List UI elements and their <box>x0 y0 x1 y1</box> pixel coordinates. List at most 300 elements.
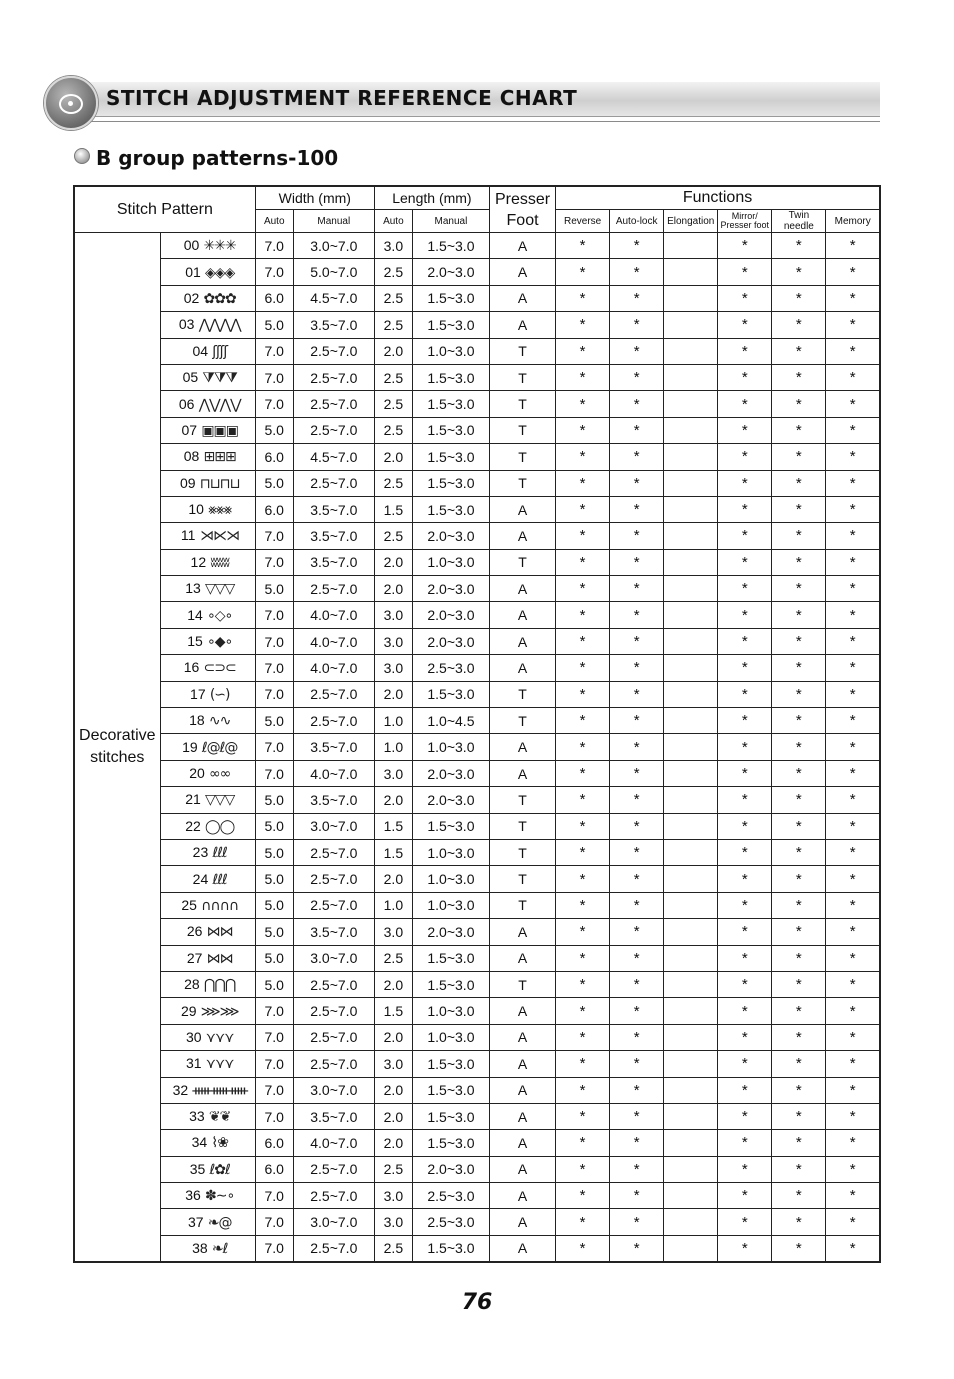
width-auto-cell: 5.0 <box>255 312 293 338</box>
presser-foot-cell: T <box>489 681 555 707</box>
table-row <box>74 285 880 311</box>
width-manual-cell: 3.0~7.0 <box>293 233 374 259</box>
auto-lock-cell: * <box>610 998 664 1024</box>
auto-lock-cell: * <box>610 1077 664 1103</box>
pattern-cell <box>160 734 255 760</box>
twin-needle-cell: * <box>772 998 826 1024</box>
memory-cell: * <box>826 549 880 575</box>
reverse-cell: * <box>556 787 610 813</box>
length-manual-cell: 1.0~3.0 <box>412 866 489 892</box>
length-manual-cell: 1.5~3.0 <box>412 1077 489 1103</box>
twin-needle-cell: * <box>772 1103 826 1129</box>
pattern-number: 35 <box>189 1160 206 1177</box>
mirror-cell: * <box>718 1103 772 1129</box>
reverse-cell: * <box>556 470 610 496</box>
reverse-cell: * <box>556 1024 610 1050</box>
pattern-cell <box>160 998 255 1024</box>
length-manual-cell: 1.5~3.0 <box>412 364 489 390</box>
table-row <box>74 364 880 390</box>
reverse-cell: * <box>556 391 610 417</box>
pattern-number: 26 <box>186 923 203 940</box>
pattern-number: 09 <box>180 474 196 491</box>
presser-foot-cell: A <box>489 1156 555 1182</box>
width-auto-cell: 5.0 <box>255 892 293 918</box>
memory-cell: * <box>826 1051 880 1077</box>
auto-lock-cell: * <box>610 813 664 839</box>
table-body <box>74 233 880 1262</box>
auto-lock-cell: * <box>610 417 664 443</box>
pattern-number: 20 <box>189 765 205 781</box>
reverse-cell: * <box>556 233 610 259</box>
width-auto-cell: 7.0 <box>255 1235 293 1261</box>
stitch-pattern-icon: ⋀⋁⋀⋁ <box>198 396 241 413</box>
pattern-number: 34 <box>191 1134 208 1151</box>
length-manual-cell: 1.5~3.0 <box>412 470 489 496</box>
pattern-cell <box>160 523 255 549</box>
pattern-number: 10 <box>188 501 204 518</box>
table-row <box>74 602 880 628</box>
category-line2: stitches <box>90 748 145 766</box>
page-number: 76 <box>461 1290 493 1315</box>
length-auto-cell: 1.5 <box>374 998 412 1024</box>
length-auto-cell: 2.5 <box>374 285 412 311</box>
mirror-cell: * <box>718 681 772 707</box>
stitch-pattern-icon: ⊞⊞⊞ <box>203 449 236 466</box>
mirror-cell: * <box>718 945 772 971</box>
memory-cell: * <box>826 444 880 470</box>
reverse-cell: * <box>556 839 610 865</box>
width-auto-cell: 7.0 <box>255 681 293 707</box>
stitch-pattern-icon: ◯◯ <box>204 818 235 835</box>
width-manual-cell: 2.5~7.0 <box>293 839 374 865</box>
elongation-cell <box>664 892 718 918</box>
pattern-cell <box>160 760 255 786</box>
auto-lock-header: Auto-lock <box>610 210 664 233</box>
width-auto-cell: 7.0 <box>255 734 293 760</box>
presser-foot-cell: A <box>489 602 555 628</box>
twin-needle-cell: * <box>772 1130 826 1156</box>
twin-needle-cell: * <box>772 338 826 364</box>
length-manual-cell: 1.0~4.5 <box>412 708 489 734</box>
auto-lock-cell: * <box>610 312 664 338</box>
width-auto-cell: 7.0 <box>255 549 293 575</box>
reverse-cell: * <box>556 259 610 285</box>
memory-cell: * <box>826 892 880 918</box>
reverse-cell: * <box>556 681 610 707</box>
length-auto-cell: 3.0 <box>374 1209 412 1235</box>
width-manual-cell: 3.0~7.0 <box>293 813 374 839</box>
presser-foot-cell: T <box>489 971 555 997</box>
length-auto-cell: 2.5 <box>374 945 412 971</box>
memory-cell: * <box>826 1024 880 1050</box>
auto-lock-cell: * <box>610 708 664 734</box>
twin-needle-cell: * <box>772 813 826 839</box>
width-auto-cell: 7.0 <box>255 628 293 654</box>
length-manual-cell: 1.5~3.0 <box>412 312 489 338</box>
pattern-number: 15 <box>187 633 203 650</box>
memory-cell: * <box>826 312 880 338</box>
pattern-number: 24 <box>192 870 209 887</box>
reverse-cell: * <box>556 1051 610 1077</box>
elongation-cell <box>664 233 718 259</box>
mirror-cell: * <box>718 549 772 575</box>
mirror-cell: * <box>718 892 772 918</box>
twin-needle-cell: * <box>772 892 826 918</box>
table-row <box>74 1156 880 1182</box>
twin-needle-cell: * <box>772 364 826 390</box>
pattern-cell <box>160 813 255 839</box>
length-manual-cell: 1.0~3.0 <box>412 734 489 760</box>
pattern-cell <box>160 576 255 602</box>
table-row <box>74 523 880 549</box>
width-manual-cell: 4.5~7.0 <box>293 285 374 311</box>
stitch-pattern-icon: ʬʬʬ <box>210 554 229 571</box>
width-manual-cell: 2.5~7.0 <box>293 391 374 417</box>
mirror-cell: * <box>718 1024 772 1050</box>
pattern-cell <box>160 1051 255 1077</box>
memory-cell: * <box>826 233 880 259</box>
memory-cell: * <box>826 338 880 364</box>
reverse-cell: * <box>556 760 610 786</box>
presser-foot-header <box>489 186 555 233</box>
width-manual-cell: 2.5~7.0 <box>293 1024 374 1050</box>
pattern-number: 37 <box>187 1213 204 1230</box>
auto-lock-cell: * <box>610 1024 664 1050</box>
elongation-cell <box>664 866 718 892</box>
reverse-cell: * <box>556 919 610 945</box>
pattern-cell <box>160 866 255 892</box>
width-manual-cell: 4.0~7.0 <box>293 1130 374 1156</box>
table-row <box>74 787 880 813</box>
width-manual-cell: 2.5~7.0 <box>293 1183 374 1209</box>
presser-foot-label: Presser foot <box>720 220 770 230</box>
reverse-cell: * <box>556 338 610 364</box>
stitch-pattern-header: Stitch Pattern <box>74 186 255 233</box>
pattern-cell <box>160 708 255 734</box>
width-manual-cell: 2.5~7.0 <box>293 1235 374 1261</box>
length-manual-cell: 2.0~3.0 <box>412 259 489 285</box>
length-auto-cell: 2.5 <box>374 470 412 496</box>
length-manual-cell: 2.5~3.0 <box>412 1183 489 1209</box>
length-manual-cell: 1.5~3.0 <box>412 945 489 971</box>
pattern-number: 14 <box>187 606 203 623</box>
presser-foot-cell: A <box>489 1024 555 1050</box>
width-auto-cell: 5.0 <box>255 866 293 892</box>
auto-lock-cell: * <box>610 760 664 786</box>
length-auto-cell: 2.5 <box>374 364 412 390</box>
length-auto-cell: 2.0 <box>374 866 412 892</box>
stitch-pattern-icon: ⊓⊔⊓⊔ <box>199 475 240 492</box>
presser-foot-cell: A <box>489 576 555 602</box>
stitch-pattern-icon: ᚔᚔᚔ <box>192 1082 247 1099</box>
section-title <box>74 146 338 170</box>
auto-lock-cell: * <box>610 1130 664 1156</box>
presser-foot-cell: T <box>489 444 555 470</box>
presser-label: Presser <box>494 190 551 208</box>
memory-cell: * <box>826 734 880 760</box>
mirror-cell: * <box>718 655 772 681</box>
width-auto-cell: 7.0 <box>255 1077 293 1103</box>
pattern-number: 31 <box>185 1055 202 1072</box>
reverse-cell: * <box>556 892 610 918</box>
reverse-cell: * <box>556 444 610 470</box>
auto-lock-cell: * <box>610 444 664 470</box>
twin-needle-cell: * <box>772 1024 826 1050</box>
table-row <box>74 391 880 417</box>
reverse-cell: * <box>556 971 610 997</box>
table-row <box>74 708 880 734</box>
pattern-number: 06 <box>178 395 195 412</box>
width-auto-cell: 6.0 <box>255 1156 293 1182</box>
mirror-cell: * <box>718 523 772 549</box>
length-auto-cell: 3.0 <box>374 760 412 786</box>
elongation-cell <box>664 1235 718 1261</box>
table-row <box>74 760 880 786</box>
table-row <box>74 1130 880 1156</box>
category-cell <box>74 233 160 1262</box>
mirror-cell: * <box>718 444 772 470</box>
twin-needle-cell: * <box>772 1156 826 1182</box>
width-auto-cell: 6.0 <box>255 496 293 522</box>
stitch-pattern-icon: ⋊⋉⋊ <box>200 528 240 545</box>
twin-needle-cell: * <box>772 444 826 470</box>
pattern-cell <box>160 787 255 813</box>
width-manual-cell: 3.5~7.0 <box>293 312 374 338</box>
width-auto-cell: 6.0 <box>255 1130 293 1156</box>
stitch-pattern-icon: ▽▽▽ <box>205 581 235 598</box>
stitch-reference-table <box>73 185 881 1263</box>
pattern-number: 27 <box>186 949 203 966</box>
pattern-cell <box>160 364 255 390</box>
mirror-cell: * <box>718 285 772 311</box>
table-row <box>74 971 880 997</box>
stitch-pattern-icon: ✽∼∘ <box>205 1188 235 1205</box>
presser-foot-cell: T <box>489 364 555 390</box>
width-manual-cell: 3.5~7.0 <box>293 787 374 813</box>
pattern-cell <box>160 444 255 470</box>
width-auto-cell: 7.0 <box>255 523 293 549</box>
width-manual-cell: 3.5~7.0 <box>293 496 374 522</box>
length-auto-cell: 2.0 <box>374 549 412 575</box>
pattern-cell <box>160 1183 255 1209</box>
width-auto-cell: 7.0 <box>255 760 293 786</box>
mirror-cell: * <box>718 1130 772 1156</box>
length-auto-cell: 2.0 <box>374 1130 412 1156</box>
mirror-cell: * <box>718 919 772 945</box>
length-auto-cell: 3.0 <box>374 655 412 681</box>
width-auto-cell: 7.0 <box>255 1209 293 1235</box>
width-auto-cell: 7.0 <box>255 1103 293 1129</box>
pattern-cell <box>160 1130 255 1156</box>
width-header: Width (mm) <box>255 186 374 210</box>
reverse-cell: * <box>556 945 610 971</box>
length-manual-cell: 2.0~3.0 <box>412 760 489 786</box>
table-row <box>74 1103 880 1129</box>
auto-lock-cell: * <box>610 628 664 654</box>
mirror-cell: * <box>718 391 772 417</box>
memory-cell: * <box>826 576 880 602</box>
elongation-cell <box>664 1209 718 1235</box>
elongation-cell <box>664 1077 718 1103</box>
length-manual-cell: 1.5~3.0 <box>412 813 489 839</box>
mirror-cell: * <box>718 971 772 997</box>
memory-header: Memory <box>826 210 880 233</box>
pattern-cell <box>160 1103 255 1129</box>
reverse-cell: * <box>556 523 610 549</box>
length-auto-cell: 2.0 <box>374 338 412 364</box>
table-row <box>74 681 880 707</box>
width-manual-cell: 3.5~7.0 <box>293 1103 374 1129</box>
length-manual-cell: 2.0~3.0 <box>412 628 489 654</box>
width-manual-cell: 2.5~7.0 <box>293 470 374 496</box>
memory-cell: * <box>826 866 880 892</box>
auto-lock-cell: * <box>610 549 664 575</box>
memory-cell: * <box>826 417 880 443</box>
auto-lock-cell: * <box>610 1103 664 1129</box>
pattern-number: 13 <box>185 580 201 597</box>
width-auto-cell: 5.0 <box>255 417 293 443</box>
elongation-cell <box>664 945 718 971</box>
twin-needle-cell: * <box>772 945 826 971</box>
memory-cell: * <box>826 1156 880 1182</box>
pattern-cell <box>160 602 255 628</box>
stitch-pattern-icon: ℓℓℓ <box>212 845 227 862</box>
width-auto-cell: 7.0 <box>255 364 293 390</box>
stitch-pattern-icon: ✿✿✿ <box>203 290 236 307</box>
length-auto-cell: 3.0 <box>374 628 412 654</box>
reverse-cell: * <box>556 285 610 311</box>
elongation-cell <box>664 734 718 760</box>
length-auto-cell: 2.5 <box>374 523 412 549</box>
presser-foot-cell: A <box>489 734 555 760</box>
auto-lock-cell: * <box>610 971 664 997</box>
mirror-cell: * <box>718 1209 772 1235</box>
presser-foot-cell: T <box>489 708 555 734</box>
elongation-cell <box>664 760 718 786</box>
presser-foot-cell: A <box>489 998 555 1024</box>
width-auto-cell: 7.0 <box>255 233 293 259</box>
stitch-pattern-icon: ⋂⋂⋂ <box>203 977 236 994</box>
pattern-cell <box>160 1077 255 1103</box>
presser-foot-cell: A <box>489 1130 555 1156</box>
twin-needle-cell: * <box>772 628 826 654</box>
elongation-cell <box>664 1183 718 1209</box>
length-header: Length (mm) <box>374 186 489 210</box>
elongation-cell <box>664 628 718 654</box>
length-auto-cell: 2.0 <box>374 681 412 707</box>
pattern-cell <box>160 971 255 997</box>
reverse-cell: * <box>556 1156 610 1182</box>
twin-needle-cell: * <box>772 708 826 734</box>
presser-foot-cell: A <box>489 1209 555 1235</box>
memory-cell: * <box>826 839 880 865</box>
pattern-number: 03 <box>178 316 195 333</box>
pattern-number: 05 <box>182 369 199 386</box>
page-header <box>44 76 880 124</box>
auto-lock-cell: * <box>610 734 664 760</box>
twin-needle-header: Twin needle <box>772 210 826 233</box>
auto-lock-cell: * <box>610 259 664 285</box>
table-row <box>74 998 880 1024</box>
elongation-cell <box>664 444 718 470</box>
stitch-pattern-icon: ❧@ <box>207 1214 232 1231</box>
elongation-cell <box>664 998 718 1024</box>
pattern-number: 16 <box>183 659 200 676</box>
width-auto-cell: 6.0 <box>255 285 293 311</box>
reverse-cell: * <box>556 602 610 628</box>
elongation-cell <box>664 312 718 338</box>
reverse-cell: * <box>556 628 610 654</box>
pattern-number: 18 <box>189 712 205 729</box>
memory-cell: * <box>826 760 880 786</box>
elongation-cell <box>664 708 718 734</box>
memory-cell: * <box>826 945 880 971</box>
length-auto-cell: 2.0 <box>374 787 412 813</box>
stitch-pattern-icon: ʃʃʃʃ <box>212 343 228 360</box>
pattern-cell <box>160 655 255 681</box>
table-row <box>74 919 880 945</box>
pattern-number: 25 <box>181 896 197 913</box>
width-auto-cell: 7.0 <box>255 1183 293 1209</box>
length-manual-cell: 2.0~3.0 <box>412 576 489 602</box>
width-auto-cell: 5.0 <box>255 945 293 971</box>
reverse-cell: * <box>556 1209 610 1235</box>
reverse-cell: * <box>556 1077 610 1103</box>
memory-cell: * <box>826 971 880 997</box>
twin-needle-cell: * <box>772 866 826 892</box>
width-manual-cell: 5.0~7.0 <box>293 259 374 285</box>
width-manual-cell: 2.5~7.0 <box>293 892 374 918</box>
memory-cell: * <box>826 787 880 813</box>
stitch-pattern-icon: ⌇❀ <box>211 1135 228 1152</box>
mirror-cell: * <box>718 1051 772 1077</box>
stitch-pattern-icon: ∩∩∩∩ <box>201 897 239 914</box>
stitch-pattern-icon: ▽▽▽ <box>205 792 235 809</box>
length-manual-cell: 1.5~3.0 <box>412 496 489 522</box>
pattern-number: 21 <box>185 791 201 808</box>
length-manual-cell: 2.0~3.0 <box>412 1156 489 1182</box>
elongation-cell <box>664 576 718 602</box>
stitch-pattern-icon: ⋈⋈ <box>206 950 233 967</box>
twin-needle-cell: * <box>772 312 826 338</box>
width-manual-cell: 3.5~7.0 <box>293 549 374 575</box>
twin-needle-cell: * <box>772 919 826 945</box>
twin-needle-cell: * <box>772 470 826 496</box>
twin-needle-cell: * <box>772 839 826 865</box>
mirror-cell: * <box>718 470 772 496</box>
memory-cell: * <box>826 470 880 496</box>
pattern-number: 17 <box>190 685 206 702</box>
presser-foot-cell: A <box>489 945 555 971</box>
twin-needle-cell: * <box>772 734 826 760</box>
elongation-cell <box>664 681 718 707</box>
table-row <box>74 549 880 575</box>
length-auto-cell: 3.0 <box>374 919 412 945</box>
table-row <box>74 839 880 865</box>
length-manual-header: Manual <box>412 210 489 233</box>
twin-needle-cell: * <box>772 1209 826 1235</box>
stitch-pattern-icon: ⋙⋙ <box>200 1003 239 1020</box>
table-row <box>74 444 880 470</box>
width-auto-cell: 5.0 <box>255 576 293 602</box>
stitch-pattern-icon: ⊂⊃⊂ <box>203 660 236 677</box>
length-manual-cell: 1.0~3.0 <box>412 549 489 575</box>
twin-needle-cell: * <box>772 681 826 707</box>
length-manual-cell: 1.5~3.0 <box>412 417 489 443</box>
presser-foot-cell: T <box>489 787 555 813</box>
width-auto-cell: 7.0 <box>255 391 293 417</box>
table-row <box>74 1024 880 1050</box>
